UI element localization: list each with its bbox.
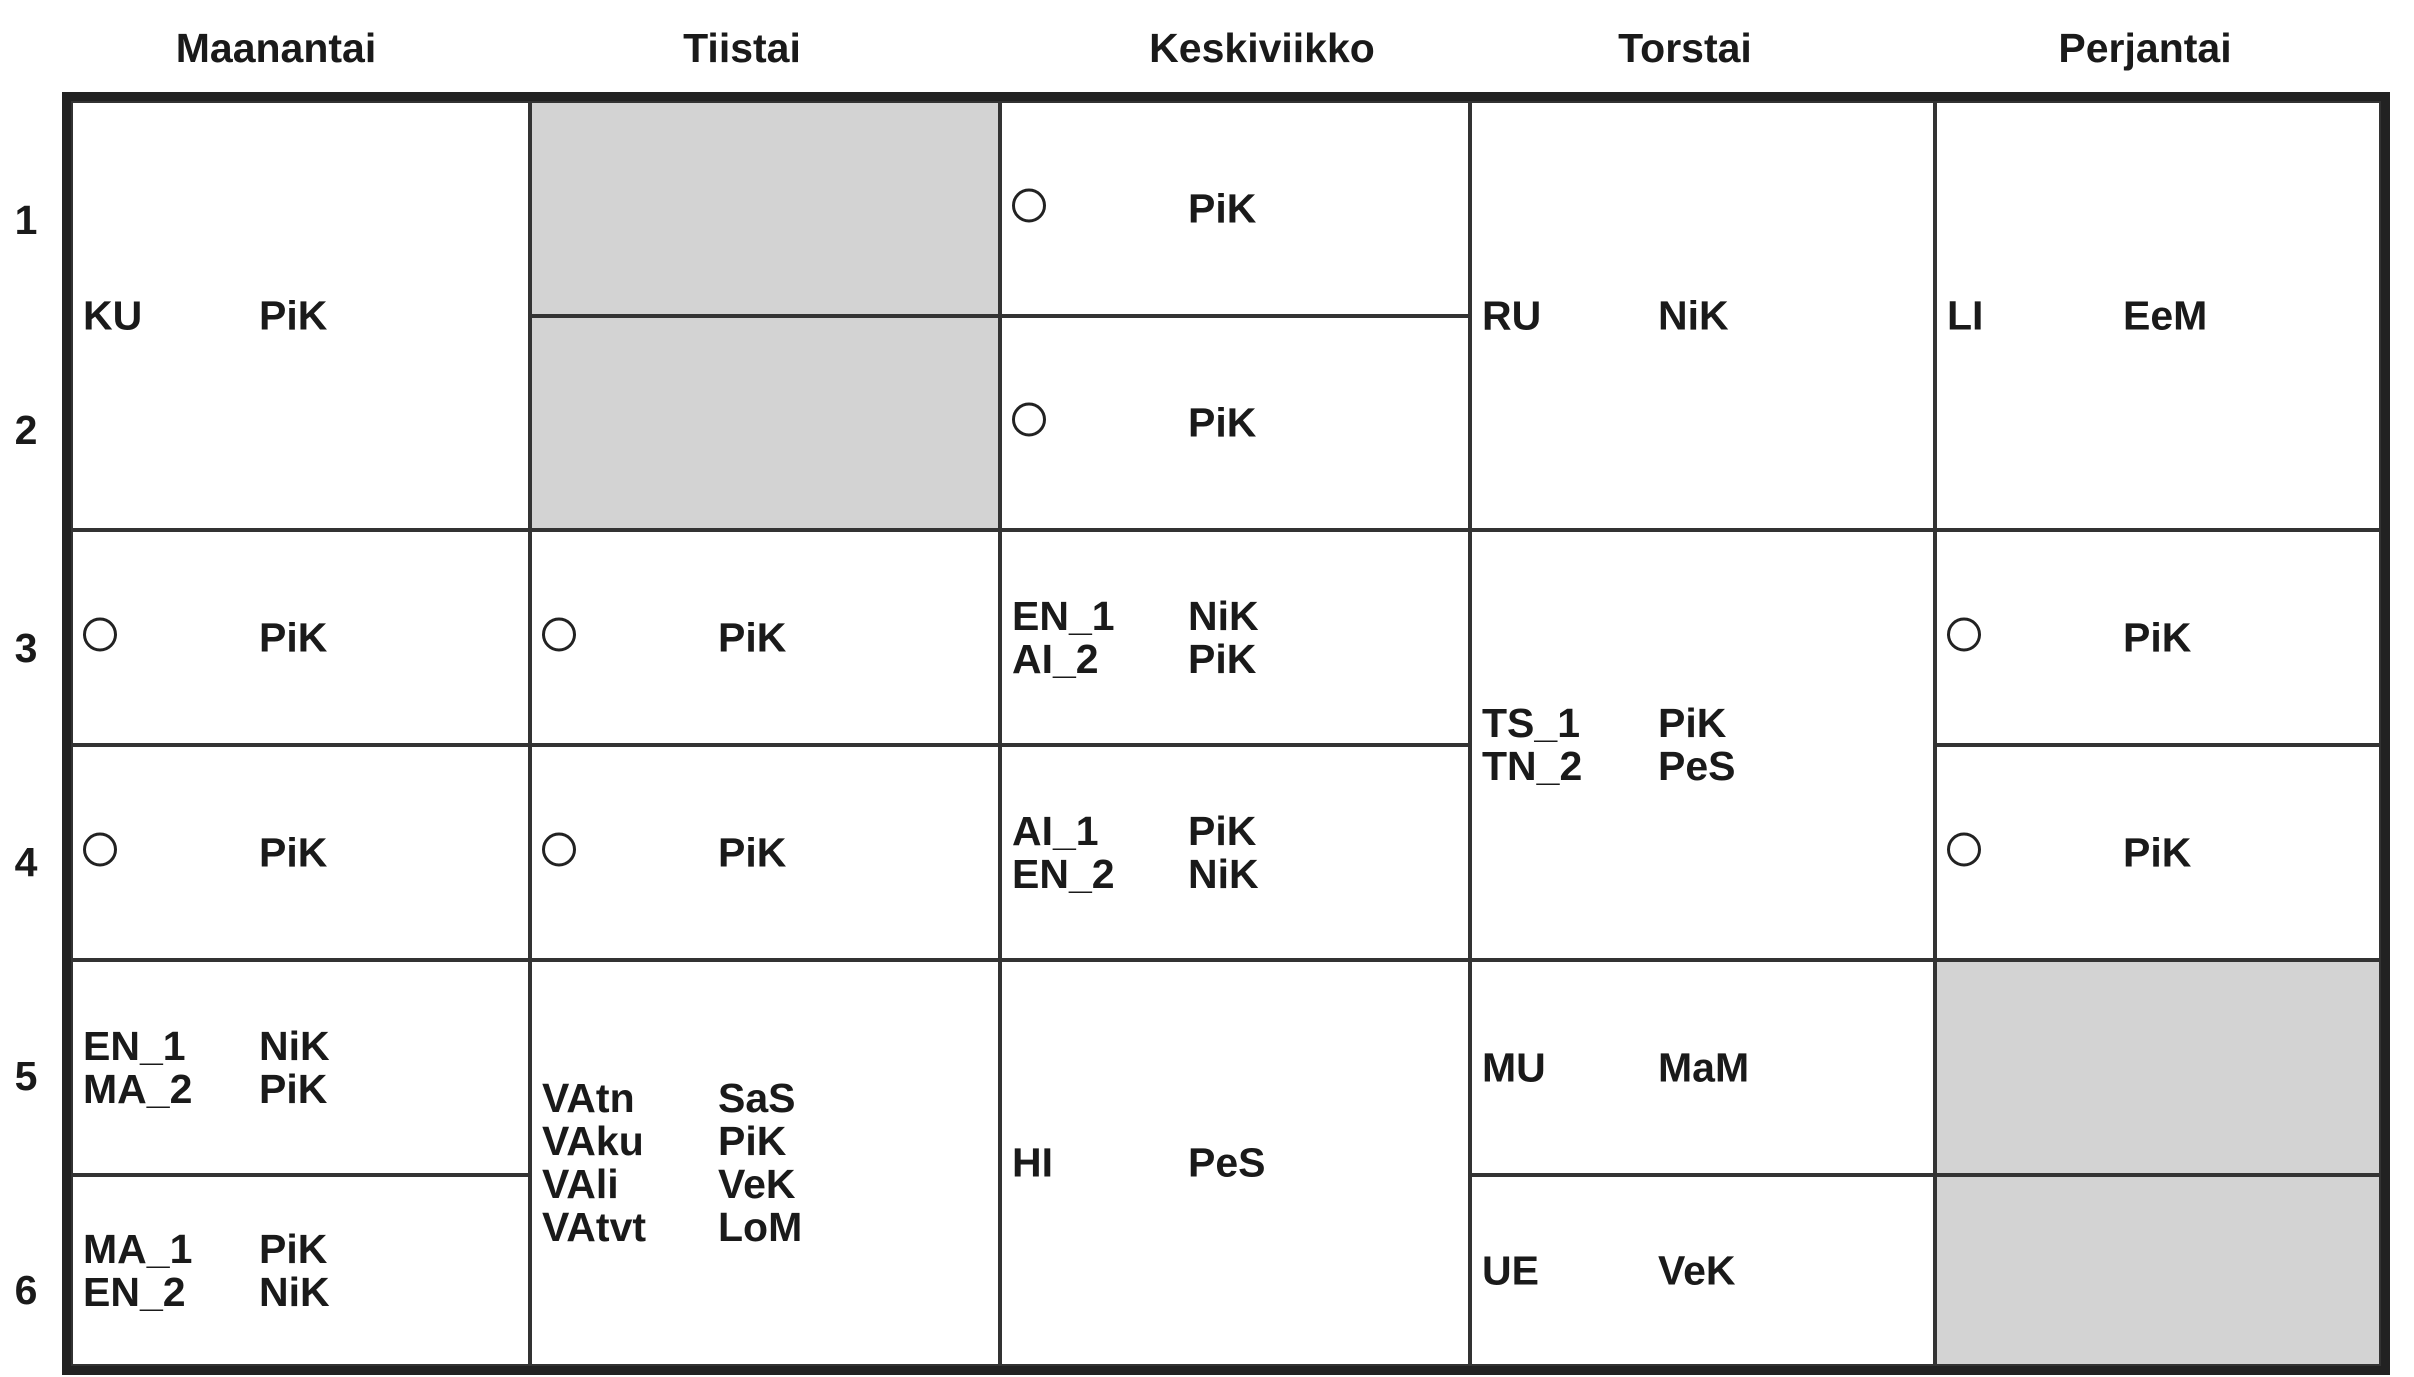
- teacher-code: PiK: [1188, 399, 1257, 446]
- teacher-code: NiK: [1658, 292, 1729, 338]
- empty-slot: [1935, 960, 2381, 1175]
- course-code: KU: [83, 292, 143, 338]
- lesson-marker: [83, 616, 259, 659]
- period-number: 3: [14, 625, 38, 671]
- course-code: TN_2: [1482, 743, 1583, 789]
- lesson-marker: [1947, 616, 2123, 659]
- lesson-cell: [71, 530, 530, 745]
- lesson-line: [542, 1163, 988, 1206]
- lesson-entry: [83, 1225, 518, 1315]
- teacher-code: PiK: [1658, 700, 1727, 746]
- teacher-code: VeK: [718, 1161, 796, 1207]
- lesson-cell: [530, 960, 1000, 1366]
- course-code: HI: [1012, 1139, 1053, 1186]
- lesson-entry: [83, 831, 518, 874]
- course-code: VAli: [542, 1161, 619, 1207]
- lesson-line: [83, 294, 518, 337]
- lesson-line: [1012, 807, 1458, 854]
- lesson-cell: [71, 745, 530, 960]
- lesson-cell: [1000, 316, 1470, 530]
- lesson-line: [1012, 850, 1458, 897]
- course-code: AI_2: [1012, 635, 1099, 682]
- lesson-cell: [530, 530, 1000, 745]
- teacher-code: PeS: [1658, 743, 1736, 789]
- lesson-line: [1947, 831, 2369, 874]
- lesson-entry: [1012, 1139, 1458, 1186]
- lesson-marker: [542, 616, 718, 659]
- lesson-entry: [542, 831, 988, 874]
- lesson-entry: [83, 1022, 518, 1112]
- lesson-entry: [1482, 294, 1923, 337]
- lesson-marker: [1012, 187, 1188, 230]
- period-number: 4: [14, 839, 38, 885]
- course-code: EN_2: [83, 1268, 186, 1315]
- lesson-line: [1012, 635, 1458, 682]
- teacher-code: PiK: [259, 1065, 328, 1112]
- lesson-line: [542, 1077, 988, 1120]
- lesson-line: [83, 1022, 518, 1069]
- teacher-code: PiK: [2123, 829, 2192, 875]
- circle-icon: [1947, 617, 1981, 651]
- lesson-entry: [1947, 831, 2369, 874]
- teacher-code: PiK: [259, 829, 328, 875]
- teacher-code: EeM: [2123, 292, 2208, 338]
- schedule-grid: [62, 92, 2390, 1375]
- lesson-line: [1012, 592, 1458, 639]
- lesson-line: [83, 831, 518, 874]
- course-code: TS_1: [1482, 700, 1580, 746]
- lesson-line: [1482, 702, 1923, 745]
- lesson-line: [1482, 1046, 1923, 1089]
- course-code: EN_1: [1012, 592, 1115, 639]
- lesson-cell: [1935, 530, 2381, 745]
- lesson-entry: [1947, 616, 2369, 659]
- teacher-code: SaS: [718, 1075, 796, 1121]
- empty-slot: [530, 316, 1000, 530]
- course-code: VAtvt: [542, 1204, 647, 1250]
- lesson-line: [1012, 187, 1458, 230]
- teacher-code: NiK: [259, 1022, 330, 1069]
- lesson-line: [83, 1268, 518, 1315]
- teacher-code: PiK: [1188, 635, 1257, 682]
- teacher-code: NiK: [1188, 592, 1259, 639]
- teacher-code: PiK: [718, 1118, 787, 1164]
- teacher-code: LoM: [718, 1204, 803, 1250]
- day-header: Maanantai: [175, 25, 377, 71]
- lesson-cell: [1935, 101, 2381, 530]
- lesson-line: [83, 1225, 518, 1272]
- lesson-line: [542, 1206, 988, 1249]
- day-header: Tiistai: [683, 25, 801, 71]
- circle-icon: [542, 617, 576, 651]
- lesson-entry: [542, 1077, 988, 1249]
- lesson-marker: [83, 831, 259, 874]
- lesson-entry: [1012, 399, 1458, 446]
- lesson-line: [1947, 616, 2369, 659]
- course-code: MA_2: [83, 1065, 193, 1112]
- day-header: Torstai: [1618, 25, 1752, 71]
- lesson-cell: [1470, 530, 1935, 960]
- course-code: AI_1: [1012, 807, 1099, 854]
- teacher-code: PiK: [1188, 807, 1257, 854]
- lesson-entry: [83, 294, 518, 337]
- period-number: 6: [14, 1267, 38, 1313]
- circle-icon: [83, 832, 117, 866]
- lesson-entry: [83, 616, 518, 659]
- course-code: UE: [1482, 1247, 1539, 1293]
- course-code: EN_1: [83, 1022, 186, 1069]
- day-header: Keskiviikko: [1149, 25, 1375, 71]
- course-code: LI: [1947, 292, 1984, 338]
- course-code: VAku: [542, 1118, 644, 1164]
- teacher-code: PeS: [1188, 1139, 1266, 1186]
- lesson-cell: [1470, 1175, 1935, 1366]
- teacher-code: MaM: [1658, 1044, 1750, 1090]
- lesson-cell: [530, 745, 1000, 960]
- period-number: 1: [14, 197, 38, 243]
- lesson-line: [542, 831, 988, 874]
- empty-slot: [1935, 1175, 2381, 1366]
- lesson-cell: [1470, 960, 1935, 1175]
- teacher-code: NiK: [1188, 850, 1259, 897]
- lesson-line: [1482, 294, 1923, 337]
- circle-icon: [83, 617, 117, 651]
- course-code: MA_1: [83, 1225, 193, 1272]
- lesson-entry: [1012, 592, 1458, 682]
- period-number: 2: [14, 407, 38, 453]
- lesson-entry: [1012, 807, 1458, 897]
- course-code: VAtn: [542, 1075, 635, 1121]
- lesson-entry: [1482, 1249, 1923, 1292]
- lesson-cell: [71, 960, 530, 1175]
- empty-slot: [530, 101, 1000, 316]
- course-code: MU: [1482, 1044, 1546, 1090]
- lesson-line: [83, 616, 518, 659]
- lesson-line: [542, 1120, 988, 1163]
- lesson-cell: [1935, 745, 2381, 960]
- lesson-cell: [1000, 960, 1470, 1366]
- lesson-entry: [1482, 1046, 1923, 1089]
- lesson-entry: [1947, 294, 2369, 337]
- lesson-cell: [71, 101, 530, 530]
- circle-icon: [1012, 188, 1046, 222]
- lesson-line: [1482, 745, 1923, 788]
- lesson-cell: [1470, 101, 1935, 530]
- teacher-code: VeK: [1658, 1247, 1736, 1293]
- lesson-cell: [71, 1175, 530, 1366]
- course-code: EN_2: [1012, 850, 1115, 897]
- lesson-line: [542, 616, 988, 659]
- lesson-marker: [1947, 831, 2123, 874]
- lesson-line: [1947, 294, 2369, 337]
- lesson-line: [83, 1065, 518, 1112]
- lesson-line: [1482, 1249, 1923, 1292]
- teacher-code: PiK: [718, 829, 787, 875]
- lesson-marker: [542, 831, 718, 874]
- lesson-cell: [1000, 101, 1470, 316]
- period-number: 5: [14, 1053, 38, 1099]
- lesson-cell: [1000, 745, 1470, 960]
- lesson-entry: [542, 616, 988, 659]
- lesson-marker: [1012, 402, 1188, 445]
- teacher-code: PiK: [259, 292, 328, 338]
- lesson-line: [1012, 399, 1458, 446]
- teacher-code: NiK: [259, 1268, 330, 1315]
- circle-icon: [1012, 403, 1046, 437]
- day-header: Perjantai: [2058, 25, 2232, 71]
- teacher-code: PiK: [259, 1225, 328, 1272]
- lesson-entry: [1012, 187, 1458, 230]
- teacher-code: PiK: [2123, 614, 2192, 660]
- course-code: RU: [1482, 292, 1542, 338]
- lesson-line: [1012, 1139, 1458, 1186]
- circle-icon: [1947, 832, 1981, 866]
- lesson-entry: [1482, 702, 1923, 788]
- lesson-cell: [1000, 530, 1470, 745]
- teacher-code: PiK: [1188, 185, 1257, 231]
- circle-icon: [542, 832, 576, 866]
- teacher-code: PiK: [259, 614, 328, 660]
- teacher-code: PiK: [718, 614, 787, 660]
